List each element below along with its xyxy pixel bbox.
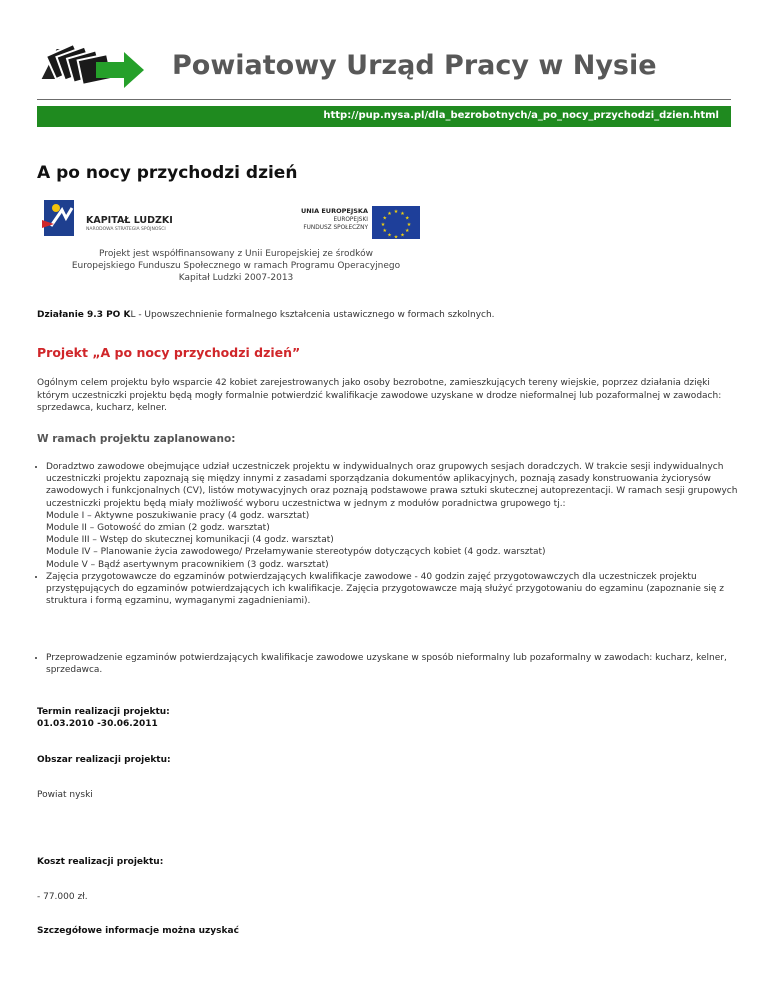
koszt-label: Koszt realizacji projektu:: [37, 857, 164, 867]
list-item: [46, 461, 751, 571]
dzialanie-line: [37, 310, 495, 320]
eu-line-1: UNIA EUROPEJSKA: [300, 207, 368, 215]
cofinancing-line: Projekt jest współfinansowany z Unii Europejskiej ze środków: [99, 249, 373, 259]
svg-text:★: ★: [380, 221, 386, 228]
page-url[interactable]: http://pup.nysa.pl/dla_bezrobotnych/a_po_nocy_przychodzi_dzien.html: [323, 110, 719, 121]
dzialanie-label: Działanie 9.3 PO K: [37, 310, 131, 320]
info-label: Szczegółowe informacje można uzyskać: [37, 926, 239, 936]
eu-line-3: FUNDUSZ SPOŁECZNY: [303, 225, 368, 231]
svg-text:★: ★: [382, 228, 388, 234]
svg-text:★: ★: [393, 234, 399, 239]
eu-line-2: EUROPEJSKI: [333, 217, 368, 223]
svg-text:★: ★: [387, 232, 392, 239]
kapital-ludzki-title: KAPITAŁ LUDZKI: [86, 215, 173, 226]
svg-text:★: ★: [393, 209, 399, 215]
plan-item-text: Zajęcia przygotowawcze do egzaminów potwierdzających kwalifikacje zawodowe - 40 godzin zajęć przygotowawczych dla uczestniczek projektu przystępujących do egzaminów potwierdzających ich kwalifikacje. Zajęcia przygotowawcze mają służyć przygotowaniu do egzaminu (zapoznanie się z struktura i formą egzaminu, wymaganymi zagadnieniami).: [46, 571, 725, 607]
plan-item-text: Przeprowadzenie egzaminów potwierdzających kwalifikacje zawodowe uzyskane w sposób nieformalny lub pozaformalny w zawodach: kucharz, kelner, sprzedawca.: [46, 653, 727, 676]
kapital-ludzki-emblem-icon: [42, 198, 82, 238]
module-item: Module I – Aktywne poszukiwanie pracy (4 godz. warsztat): [46, 510, 310, 521]
kapital-ludzki-subtitle: NARODOWA STRATEGIA SPÓJNOŚCI: [86, 227, 166, 232]
koszt-value: - 77.000 zł.: [37, 892, 88, 902]
eu-flag-icon: [372, 206, 420, 239]
cofinancing-line: Europejskiego Funduszu Społecznego w ramach Programu Operacyjnego: [71, 261, 401, 271]
dzialanie-text: L - Upowszechnienie formalnego kształcenia ustawicznego w formach szkolnych.: [130, 310, 495, 320]
svg-text:★: ★: [382, 215, 388, 222]
eu-logo: [288, 207, 420, 241]
plan-list: [30, 652, 751, 676]
obszar-label: Obszar realizacji projektu:: [37, 755, 171, 765]
project-goal: Ogólnym celem projektu było wsparcie 42 kobiet zarejestrowanych jako osoby bezrobotne, zamieszkujących tereny wiejskie, poprzez działania dzięki którym uczestniczki projektu będą mogły formalnie potwierdzić kwalifikacje zawodowe uzyskane w drodze nieformalnej lub pozaformalnej w zawodach: sprzedawca, kucharz, kelner.: [37, 378, 722, 413]
svg-text:★: ★: [406, 221, 412, 228]
project-heading: Projekt „A po nocy przychodzi dzień”: [37, 345, 301, 360]
kapital-ludzki-logo: [42, 196, 172, 240]
plan-item-text: Doradztwo zawodowe obejmujące udział uczestniczek projektu w indywidualnych oraz grupowych sesjach doradczych. W trakcie sesji indywidualnych uczestniczki projektu zapoznają się między innymi z zasadami sporządzania dokumentów aplikacyjnych, poznają zasady konstruowania życiorysów zawodowych i funkcjonalnych (CV), listów motywacyjnych oraz poznają podstawowe prawa sztuki skutecznej autoprezentacji. W ramach sesji grupowych uczestniczki projektu będą miały możliwość wyboru uczestnictwa w jednym z modułów poradnictwa grupowego tj.:: [46, 462, 738, 509]
site-title[interactable]: Powiatowy Urząd Pracy w Nysie: [172, 50, 657, 81]
termin-value: 01.03.2010 -30.06.2011: [37, 719, 158, 729]
module-item: Module IV – Planowanie życia zawodowego/ Przełamywanie stereotypów dotyczących kobiet (4 godz. warsztat): [46, 547, 546, 558]
page-title: A po nocy przychodzi dzień: [37, 163, 298, 183]
list-item: [46, 652, 751, 676]
svg-text:★: ★: [400, 210, 405, 217]
module-item: Module V – Bądź asertywnym pracownikiem (3 godz. warsztat): [46, 559, 329, 570]
module-item: Module II – Gotowość do zmian (2 godz. warsztat): [46, 523, 270, 534]
cofinancing-line: Kapitał Ludzki 2007-2013: [178, 273, 294, 283]
svg-text:★: ★: [400, 232, 405, 239]
svg-text:★: ★: [404, 215, 410, 222]
pup-logo-icon[interactable]: [38, 42, 146, 96]
header-divider: [37, 99, 731, 100]
plan-list: [30, 461, 751, 607]
svg-text:★: ★: [387, 210, 392, 217]
url-bar: [37, 106, 731, 127]
cofinancing-note: [42, 248, 430, 284]
termin-label: Termin realizacji projektu:: [37, 707, 170, 717]
svg-text:★: ★: [404, 228, 410, 234]
obszar-value: Powiat nyski: [37, 790, 93, 800]
list-item: [46, 571, 751, 608]
module-item: Module III – Wstęp do skutecznej komunikacji (4 godz. warsztat): [46, 535, 334, 546]
plan-heading: W ramach projektu zaplanowano:: [37, 433, 236, 445]
